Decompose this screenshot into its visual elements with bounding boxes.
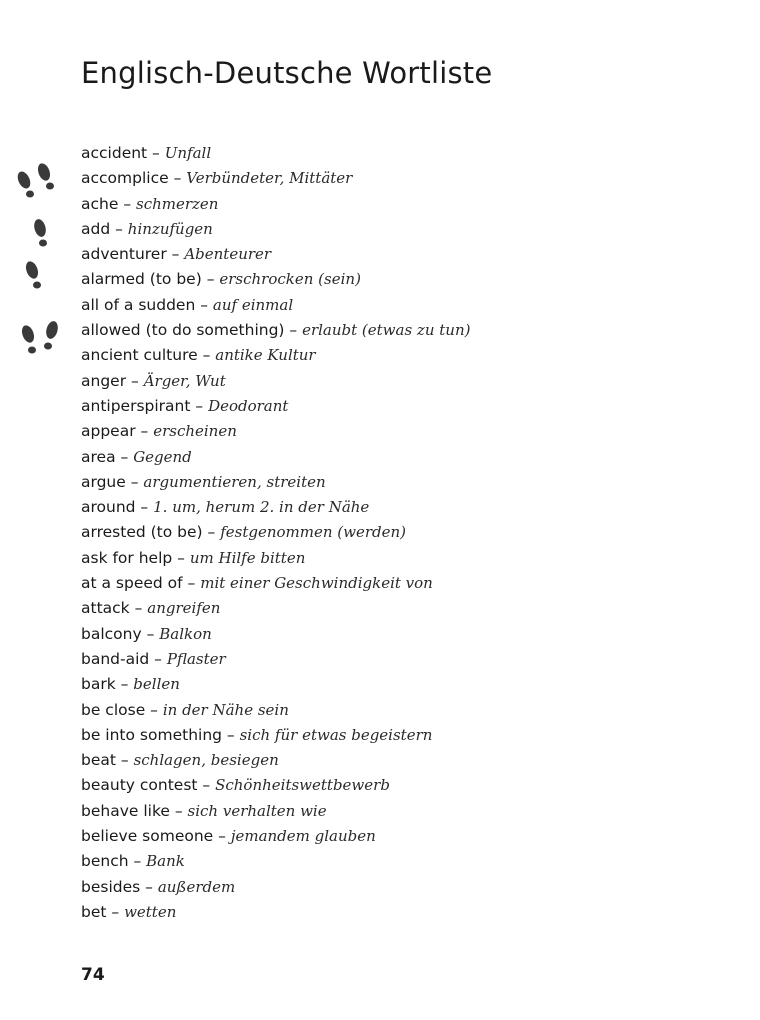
page-number: 74 xyxy=(81,965,105,985)
english-term: be close xyxy=(81,700,146,719)
separator-dash: – xyxy=(197,346,216,365)
separator-dash: – xyxy=(126,371,144,390)
word-entry xyxy=(81,799,470,824)
german-translation: argumentieren, streiten xyxy=(143,472,326,491)
word-entry xyxy=(81,622,470,647)
separator-dash: – xyxy=(115,751,134,770)
german-translation: bellen xyxy=(133,675,180,694)
german-translation: erschrocken (sein) xyxy=(219,270,361,289)
word-entry xyxy=(81,748,470,773)
word-entry xyxy=(81,546,470,571)
english-term: attack xyxy=(81,599,130,618)
german-translation: Pflaster xyxy=(166,649,226,668)
separator-dash: – xyxy=(172,548,190,567)
german-translation: Schönheitswettbewerb xyxy=(215,776,390,795)
german-translation: angreifen xyxy=(147,599,221,618)
german-translation: Gegend xyxy=(133,447,192,466)
separator-dash: – xyxy=(169,801,188,820)
word-entry xyxy=(81,723,470,748)
english-term: arrested (to be) xyxy=(81,523,203,542)
german-translation: mit einer Geschwindigkeit von xyxy=(200,574,433,593)
german-translation: hinzufügen xyxy=(127,219,213,238)
english-term: bark xyxy=(81,675,116,694)
german-translation: erscheinen xyxy=(153,422,237,441)
word-entry xyxy=(81,267,470,292)
german-translation: 1. um, herum 2. in der Nähe xyxy=(153,498,370,517)
separator-dash: – xyxy=(118,194,136,213)
separator-dash: – xyxy=(147,144,165,162)
separator-dash: – xyxy=(190,396,209,415)
word-entry xyxy=(81,470,470,495)
english-term: ask for help xyxy=(81,548,173,567)
separator-dash: – xyxy=(221,725,240,744)
english-term: bench xyxy=(81,852,129,871)
word-entry xyxy=(81,166,470,191)
english-term: area xyxy=(81,447,116,466)
separator-dash: – xyxy=(201,270,220,289)
separator-dash: – xyxy=(140,877,158,896)
english-term: be into something xyxy=(81,725,222,744)
footprints-icon xyxy=(10,158,70,368)
word-entry xyxy=(81,773,470,798)
word-entry xyxy=(81,520,470,545)
german-translation: jemandem glauben xyxy=(230,827,376,846)
word-entry xyxy=(81,698,470,723)
separator-dash: – xyxy=(125,472,144,491)
english-term: ancient culture xyxy=(81,346,198,365)
separator-dash: – xyxy=(135,498,154,517)
separator-dash: – xyxy=(284,321,303,340)
word-entry xyxy=(81,849,470,874)
german-translation: erlaubt (etwas zu tun) xyxy=(302,321,471,340)
separator-dash: – xyxy=(182,574,201,593)
separator-dash: – xyxy=(115,447,134,466)
separator-dash: – xyxy=(115,675,134,694)
german-translation: auf einmal xyxy=(212,295,294,314)
english-term: appear xyxy=(81,422,136,441)
german-translation: wetten xyxy=(124,902,177,921)
german-translation: Balkon xyxy=(159,624,212,643)
german-translation: Bank xyxy=(146,852,185,871)
german-translation: sich für etwas begeistern xyxy=(239,725,433,744)
word-entry xyxy=(81,343,470,368)
german-translation: festgenommen (werden) xyxy=(220,523,406,542)
separator-dash: – xyxy=(168,169,187,188)
separator-dash: – xyxy=(166,245,185,264)
separator-dash: – xyxy=(197,776,216,795)
separator-dash: – xyxy=(202,523,221,542)
english-term: alarmed (to be) xyxy=(81,270,202,289)
word-entry xyxy=(81,647,470,672)
english-term: antiperspirant xyxy=(81,396,191,415)
word-entry xyxy=(81,875,470,900)
word-entry xyxy=(81,318,470,343)
english-term: bet xyxy=(81,902,107,921)
word-list xyxy=(81,141,470,925)
english-term: allowed (to do something) xyxy=(81,321,285,340)
word-entry xyxy=(81,495,470,520)
word-entry xyxy=(81,571,470,596)
english-term: balcony xyxy=(81,624,142,643)
word-entry xyxy=(81,394,470,419)
english-term: accident xyxy=(81,144,148,162)
separator-dash: – xyxy=(110,219,128,238)
english-term: add xyxy=(81,219,111,238)
german-translation: Deodorant xyxy=(208,396,289,415)
word-entry xyxy=(81,672,470,697)
english-term: accomplice xyxy=(81,169,169,188)
english-term: all of a sudden xyxy=(81,295,196,314)
page-title: Englisch-Deutsche Wortliste xyxy=(81,56,493,90)
word-entry xyxy=(81,900,470,925)
separator-dash: – xyxy=(128,852,147,871)
english-term: ache xyxy=(81,194,119,213)
german-translation: schlagen, besiegen xyxy=(133,751,279,770)
separator-dash: – xyxy=(195,295,213,314)
word-entry xyxy=(81,369,470,394)
english-term: besides xyxy=(81,877,141,896)
english-term: around xyxy=(81,498,136,517)
german-translation: Ärger, Wut xyxy=(143,371,226,390)
word-entry xyxy=(81,596,470,621)
separator-dash: – xyxy=(141,624,160,643)
german-translation: Unfall xyxy=(164,144,212,162)
separator-dash: – xyxy=(145,700,163,719)
german-translation: sich verhalten wie xyxy=(187,801,327,820)
word-entry xyxy=(81,824,470,849)
english-term: believe someone xyxy=(81,827,214,846)
english-term: beat xyxy=(81,751,116,770)
german-translation: antike Kultur xyxy=(215,346,316,365)
german-translation: um Hilfe bitten xyxy=(189,548,306,567)
english-term: at a speed of xyxy=(81,574,183,593)
word-entry xyxy=(81,242,470,267)
word-entry xyxy=(81,141,470,166)
word-entry xyxy=(81,445,470,470)
separator-dash: – xyxy=(149,649,167,668)
german-translation: außerdem xyxy=(157,877,236,896)
separator-dash: – xyxy=(129,599,148,618)
english-term: argue xyxy=(81,472,126,491)
german-translation: Verbündeter, Mittäter xyxy=(186,169,353,188)
separator-dash: – xyxy=(135,422,154,441)
word-entry xyxy=(81,293,470,318)
word-entry xyxy=(81,217,470,242)
german-translation: Abenteurer xyxy=(184,245,272,264)
english-term: band-aid xyxy=(81,649,150,668)
separator-dash: – xyxy=(106,902,125,921)
german-translation: schmerzen xyxy=(136,194,219,213)
english-term: adventurer xyxy=(81,245,167,264)
word-entry xyxy=(81,192,470,217)
english-term: anger xyxy=(81,371,127,390)
english-term: behave like xyxy=(81,801,170,820)
separator-dash: – xyxy=(213,827,231,846)
english-term: beauty contest xyxy=(81,776,198,795)
german-translation: in der Nähe sein xyxy=(162,700,289,719)
word-entry xyxy=(81,419,470,444)
